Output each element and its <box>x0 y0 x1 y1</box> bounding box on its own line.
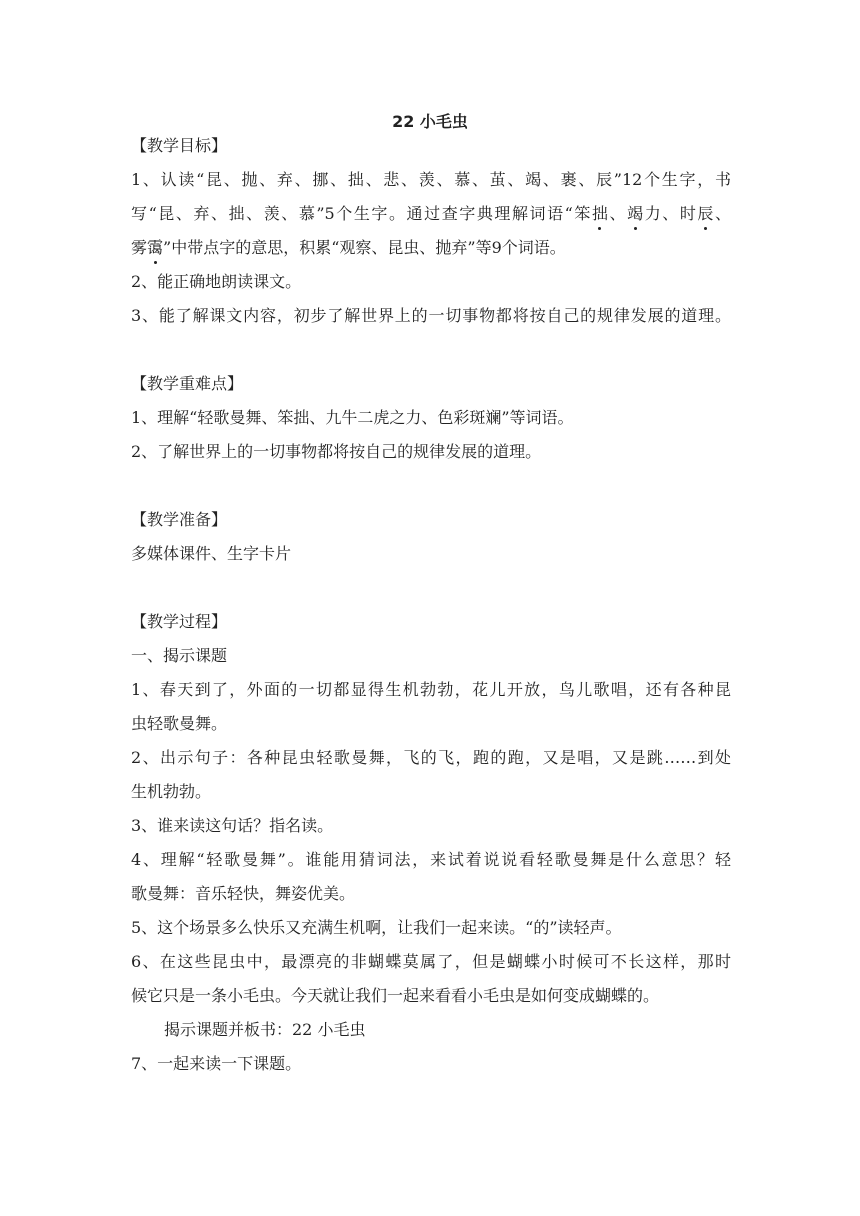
text-segment: 、 <box>713 204 731 223</box>
text-segment: 写“昆、弃、拙、羡、慕”5个生字。通过查字典理解词语“笨 <box>131 204 592 223</box>
text-line-section-1: 一、揭示课题 <box>131 646 228 665</box>
text-segment: ”中带点字的意思，积累“观察、昆虫、抛弃”等9个词语。 <box>163 238 566 257</box>
text-segment: 力、时 <box>643 204 698 223</box>
text-line-step-1-line-1: 1、春天到了，外面的一切都显得生机勃勃，花儿开放，鸟儿歌唱，还有各种昆 <box>131 680 731 699</box>
text-line-goal-heading: 【教学目标】 <box>131 136 228 155</box>
text-line-process-heading: 【教学过程】 <box>131 612 228 631</box>
dotted-character: 霭 <box>147 236 163 260</box>
text-line-step-6-line-1: 6、在这些昆虫中，最漂亮的非蝴蝶莫属了，但是蝴蝶小时候可不长这样，那时 <box>131 952 731 971</box>
text-line-step-2-line-2: 生机勃勃。 <box>131 782 212 801</box>
text-line-board-note: 揭示课题并板书：22 小毛虫 <box>164 1020 366 1039</box>
text-line-step-4-line-2: 歌曼舞：音乐轻快，舞姿优美。 <box>131 884 356 903</box>
dotted-character: 竭 <box>627 202 643 226</box>
text-line-step-2-line-1: 2、出示句子：各种昆虫轻歌曼舞，飞的飞，跑的跑，又是唱，又是跳……到处 <box>131 748 731 767</box>
text-line-goal-1-line-2 <box>131 202 731 226</box>
text-segment: 雾 <box>131 238 148 257</box>
text-line-step-1-line-2: 虫轻歌曼舞。 <box>131 714 228 733</box>
text-line-prep-content: 多媒体课件、生字卡片 <box>131 544 292 563</box>
text-line-goal-1-line-3 <box>131 236 731 260</box>
text-line-key-2: 2、了解世界上的一切事物都将按自己的规律发展的道理。 <box>131 442 542 461</box>
dotted-character: 辰 <box>697 202 713 226</box>
text-line-step-7: 7、一起来读一下课题。 <box>131 1054 302 1073</box>
text-line-step-3: 3、谁来读这句话？指名读。 <box>131 816 334 835</box>
text-line-key-1: 1、理解“轻歌曼舞、笨拙、九牛二虎之力、色彩斑斓”等词语。 <box>131 408 574 427</box>
text-line-goal-2: 2、能正确地朗读课文。 <box>131 272 302 291</box>
text-line-step-6-line-2: 候它只是一条小毛虫。今天就让我们一起来看看小毛虫是如何变成蝴蝶的。 <box>131 986 660 1005</box>
text-line-goal-3: 3、能了解课文内容，初步了解世界上的一切事物都将按自己的规律发展的道理。 <box>131 306 731 325</box>
text-segment: 、 <box>607 204 628 223</box>
text-line-goal-1-line-1: 1、认读“昆、抛、弃、挪、拙、悲、羡、慕、茧、竭、裹、辰”12个生字，书 <box>131 170 731 189</box>
text-line-step-5: 5、这个场景多么快乐又充满生机啊，让我们一起来读。“的”读轻声。 <box>131 918 622 937</box>
page-title: 22 小毛虫 <box>392 112 468 131</box>
dotted-character: 拙 <box>592 202 608 226</box>
text-line-step-4-line-1: 4、理解“轻歌曼舞”。谁能用猜词法，来试着说说看轻歌曼舞是什么意思？轻 <box>131 850 731 869</box>
text-line-key-heading: 【教学重难点】 <box>131 374 244 393</box>
text-line-prep-heading: 【教学准备】 <box>131 510 228 529</box>
